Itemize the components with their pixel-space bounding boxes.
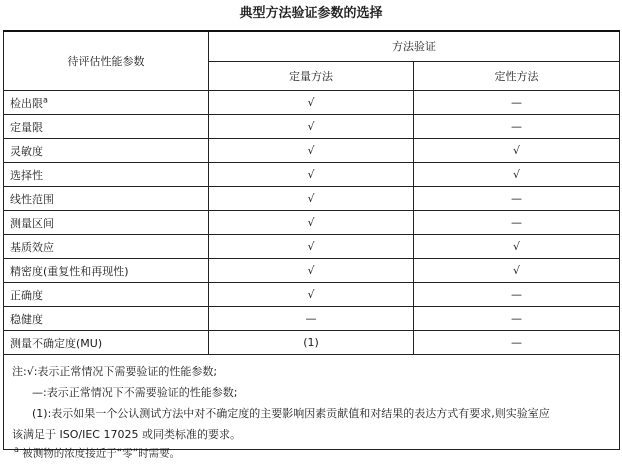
quantitative-mark: √ (209, 139, 414, 163)
quantitative-mark: √ (209, 187, 414, 211)
footnote-mark: a (14, 445, 19, 454)
quantitative-mark: √ (209, 283, 414, 307)
qualitative-mark: √ (414, 163, 620, 187)
method-validation-table (3, 30, 620, 450)
footnote-text: 被测物的浓度接近于“零”时需要。 (22, 447, 181, 460)
qualitative-mark: — (414, 115, 620, 139)
param-label: 测量区间 (10, 216, 54, 230)
qualitative-mark: — (414, 331, 620, 355)
table-row (4, 283, 620, 307)
param-cell (4, 211, 209, 235)
qualitative-mark: — (414, 307, 620, 331)
param-cell (4, 235, 209, 259)
table-row (4, 259, 620, 283)
param-label: 灵敏度 (10, 144, 43, 158)
param-cell (4, 163, 209, 187)
qualitative-mark: — (414, 91, 620, 115)
table-row (4, 139, 620, 163)
header-param-column: 待评估性能参数 (4, 31, 209, 91)
param-cell (4, 91, 209, 115)
footnote (14, 445, 180, 461)
note-line-2: —:表示正常情况下不需要验证的性能参数; (32, 386, 238, 399)
table-row (4, 187, 620, 211)
note-line-4: 该满足于 ISO/IEC 17025 或同类标准的要求。 (12, 428, 241, 441)
table-row (4, 331, 620, 355)
param-label: 线性范围 (10, 192, 54, 206)
param-cell (4, 307, 209, 331)
quantitative-mark: √ (209, 163, 414, 187)
qualitative-mark: √ (414, 139, 620, 163)
table-row (4, 115, 620, 139)
param-label: 稳健度 (10, 312, 43, 326)
table-row (4, 91, 620, 115)
param-label: 选择性 (10, 168, 43, 182)
table-body (4, 91, 620, 355)
param-label: 基质效应 (10, 240, 54, 254)
param-label: 检出限 (10, 96, 43, 110)
qualitative-mark: — (414, 187, 620, 211)
qualitative-mark: √ (414, 259, 620, 283)
table-row (4, 235, 620, 259)
quantitative-mark: √ (209, 115, 414, 139)
param-cell (4, 139, 209, 163)
note-line-1: 注:√:表示正常情况下需要验证的性能参数; (12, 365, 218, 378)
table-row (4, 211, 620, 235)
param-label: 精密度(重复性和再现性) (10, 264, 129, 278)
quantitative-mark: — (209, 307, 414, 331)
table-row (4, 307, 620, 331)
header-quantitative: 定量方法 (209, 61, 414, 91)
quantitative-mark: √ (209, 235, 414, 259)
table-title: 典型方法验证参数的选择 (239, 6, 383, 21)
param-label: 定量限 (10, 120, 43, 134)
param-cell (4, 283, 209, 307)
quantitative-mark: √ (209, 211, 414, 235)
param-cell (4, 331, 209, 355)
quantitative-mark: (1) (209, 331, 414, 355)
param-cell (4, 187, 209, 211)
header-method-validation: 方法验证 (209, 31, 620, 61)
qualitative-mark: √ (414, 235, 620, 259)
table-notes (4, 355, 620, 450)
qualitative-mark: — (414, 283, 620, 307)
table-row (4, 163, 620, 187)
footnote-ref: a (43, 94, 48, 104)
quantitative-mark: √ (209, 259, 414, 283)
quantitative-mark: √ (209, 91, 414, 115)
param-label: 正确度 (10, 288, 43, 302)
param-cell (4, 259, 209, 283)
param-label: 测量不确定度(MU) (10, 336, 103, 350)
qualitative-mark: — (414, 211, 620, 235)
param-cell (4, 115, 209, 139)
note-line-3: (1):表示如果一个公认测试方法中对不确定度的主要影响因素贡献值和对结果的表达方式有要求,则实验室应 (32, 407, 550, 420)
header-qualitative: 定性方法 (414, 61, 620, 91)
